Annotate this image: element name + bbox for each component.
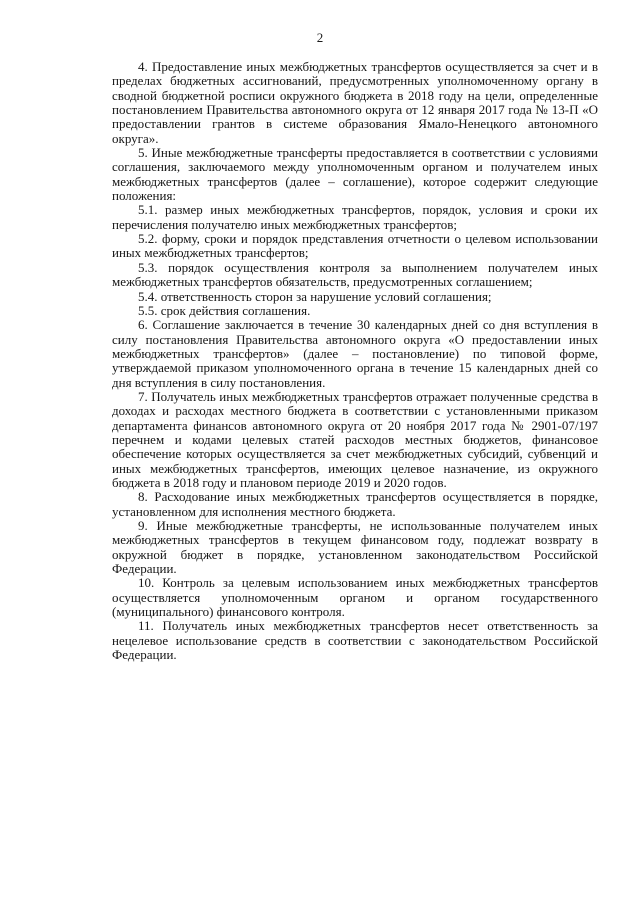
paragraph-10: 10. Контроль за целевым использованием иных межбюджетных трансфертов осуществляется уполномоченным органом и органом государственного (муниципального) финансового контроля. <box>112 575 598 620</box>
paragraph-6: 6. Соглашение заключается в течение 30 календарных дней со дня вступления в силу постановления Правительства автономного округа «О предоставлении иных межбюджетных трансфертов» (далее – постановление) по типовой форме, утверждаемой приказом уполномоченного органа в течение 15 календарных дней со дня вступления в силу постановления. <box>112 317 598 390</box>
paragraph-5-3: 5.3. порядок осуществления контроля за выполнением получателем иных межбюджетных трансфертов обязательств, предусмотренных соглашением; <box>112 259 598 290</box>
paragraph-5: 5. Иные межбюджетные трансферты предоставляется в соответствии с условиями соглашения, заключаемого между уполномоченным органом и получателем иных межбюджетных трансфертов (далее – соглашение), которое содержит следующие положения: <box>112 145 598 204</box>
paragraph-7: 7. Получатель иных межбюджетных трансфертов отражает полученные средства в доходах и расходах местного бюджета в соответствии с установленными приказом департамента финансов автономного округа от 20 ноября 2017 года № 2901-07/197 перечнем и кодами целевых статей расходов местных бюджетов, финансовое обеспечение которых осуществляется за счет межбюджетных субсидий, субвенций и иных межбюджетных трансфертов, имеющих целевое назначение, из окружного бюджета в 2018 году и плановом периоде 2019 и 2020 годов. <box>112 388 598 490</box>
paragraph-5-2: 5.2. форму, сроки и порядок представления отчетности о целевом использовании иных межбюджетных трансфертов; <box>112 231 598 261</box>
paragraph-4: 4. Предоставление иных межбюджетных трансфертов осуществляется за счет и в пределах бюджетных ассигнований, предусмотренных уполномоченному органу в сводной бюджетной росписи окружного бюджета в 2018 году на цели, определенные постановлением Правительства автономного округа от 12 января 2017 года № 13-П «О предоставлении грантов в системе образования Ямало-Ненецкого автономного округа». <box>112 59 598 146</box>
document-body <box>112 60 598 662</box>
paragraph-5-1: 5.1. размер иных межбюджетных трансфертов, порядок, условия и сроки их перечисления получателю иных межбюджетных трансфертов; <box>112 202 598 232</box>
paragraph-11: 11. Получатель иных межбюджетных трансфертов несет ответственность за нецелевое использование средств в соответствии с законодательством Российской Федерации. <box>112 618 598 663</box>
paragraph-5-5: 5.5. срок действия соглашения. <box>138 302 311 318</box>
paragraph-8: 8. Расходование иных межбюджетных трансфертов осуществляется в порядке, установленном для исполнения местного бюджета. <box>112 489 598 519</box>
paragraph-5-4: 5.4. ответственность сторон за нарушение условий соглашения; <box>138 288 492 304</box>
paragraph-9: 9. Иные межбюджетные трансферты, не использованные получателем иных межбюджетных трансфертов в текущем финансовом году, подлежат возврату в окружной бюджет в порядке, установленном законодательством Российской Федерации. <box>112 518 598 577</box>
page-number: 2 <box>316 30 324 45</box>
